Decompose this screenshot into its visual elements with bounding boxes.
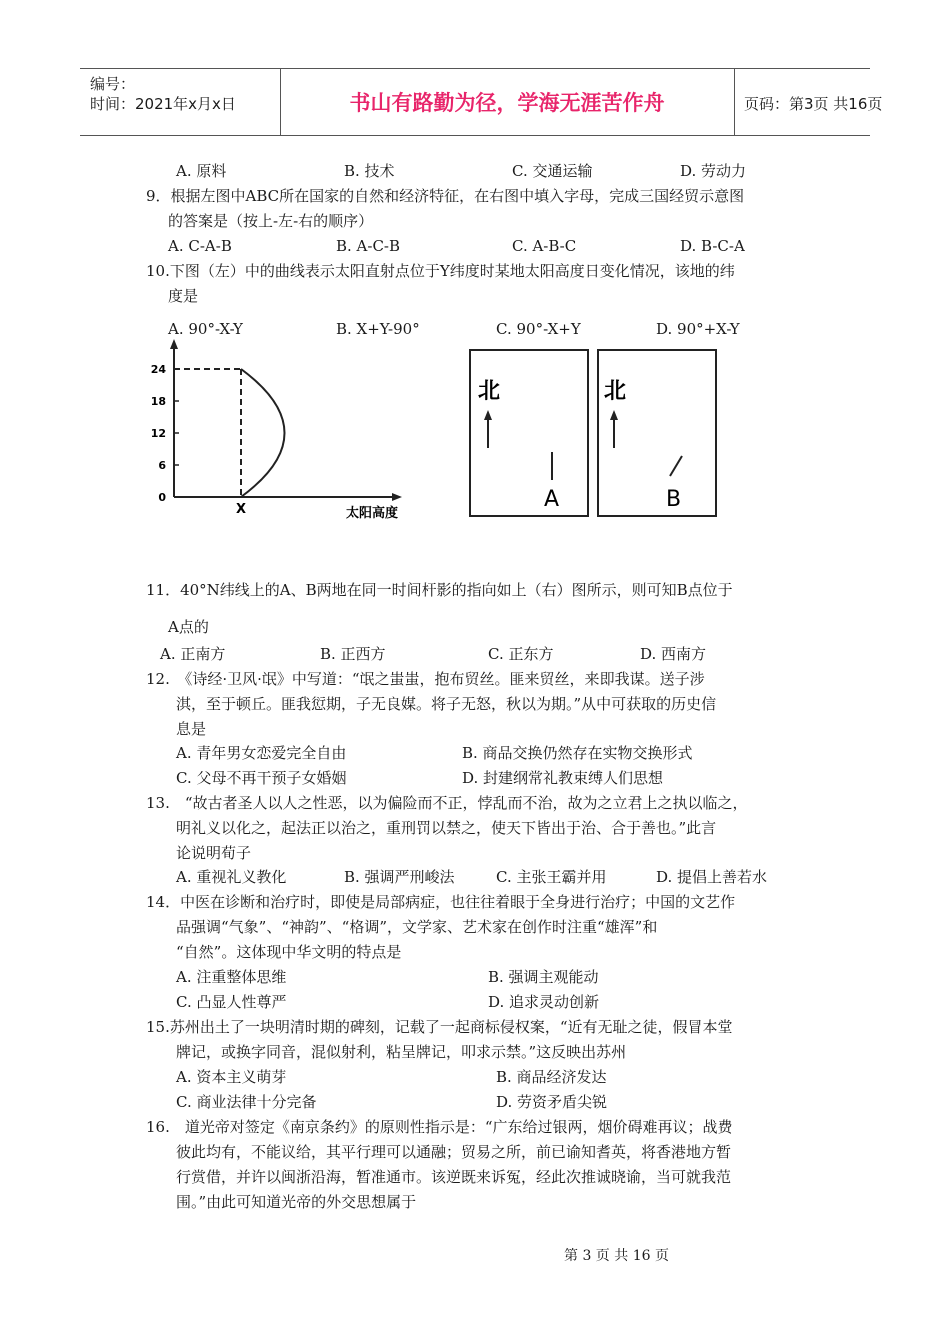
q10-option-b: B. X+Y-90°: [336, 320, 420, 338]
q14-option-a: A. 注重整体思维: [176, 968, 287, 986]
q9-option-b: B. A-C-B: [336, 237, 401, 255]
q10-line1: 10.下图（左）中的曲线表示太阳直射点位于Y纬度时某地太阳高度日变化情况，该地的纬: [146, 262, 735, 280]
y-tick-label: 6: [158, 459, 166, 472]
y-tick-label: 24: [150, 363, 166, 376]
q14-option-c: C. 凸显人性尊严: [176, 993, 287, 1011]
q11-option-d: D. 西南方: [640, 645, 707, 663]
page-header: [80, 68, 883, 136]
elevation-curve: [241, 369, 285, 497]
q12-option-a: A. 青年男女恋爱完全自由: [176, 744, 347, 762]
q14-line3: “自然”。这体现中华文明的特点是: [176, 943, 402, 961]
q15-line1: 15.苏州出土了一块明清时期的碑刻，记载了一起商标侵权案，“近有无耻之徒，假冒本堂: [146, 1018, 733, 1036]
x-marker-label: X: [235, 502, 247, 517]
q11-line2: A点的: [168, 618, 209, 636]
north-arrowhead-a: [484, 410, 492, 420]
page-footer: 第 3 页 共 16 页: [564, 1248, 669, 1264]
north-label-a: 北: [478, 379, 501, 404]
q9-option-d: D. B-C-A: [680, 237, 745, 255]
q13-option-a: A. 重视礼义教化: [176, 868, 287, 886]
q12-line2: 淇，至于顿丘。匪我愆期，子无良媒。将子无怒，秋以为期。”从中可获取的历史信: [176, 695, 717, 713]
q12-option-c: C. 父母不再干预子女婚姻: [176, 769, 347, 787]
q15-option-d: D. 劳资矛盾尖锐: [496, 1093, 608, 1111]
shadow-b: [670, 456, 682, 476]
x-axis-label: 太阳高度: [346, 506, 399, 521]
motto: 书山有路勤为径，学海无涯苦作舟: [349, 91, 665, 115]
q12-line3: 息是: [176, 720, 207, 738]
shadow-direction-figure: [468, 348, 720, 520]
code-label: 编号：: [90, 75, 136, 93]
time-label: 时间：2021年x月x日: [90, 95, 236, 113]
q13-line2: 明礼义以化之，起法正以治之，重刑罚以禁之，使天下皆出于治、合于善也。”此言: [176, 819, 717, 837]
q11-option-c: C. 正东方: [488, 645, 554, 663]
q13-option-b: B. 强调严刑峻法: [344, 868, 455, 886]
q10-line2: 度是: [168, 287, 199, 305]
panel-b-frame: [598, 350, 716, 516]
q8-option-a: A. 原料: [176, 162, 227, 180]
q13-line3: 论说明荀子: [176, 844, 252, 862]
q10-option-c: C. 90°-X+Y: [496, 320, 581, 338]
q11-line1: 11．40°N纬线上的A、B两地在同一时间杆影的指向如上（右）图所示，则可知B点位于: [146, 581, 733, 599]
q16-line3: 行赏借，并许以闽浙沿海，暂准通市。该逆既来诉冤，经此次推诚晓谕，当可就我范: [176, 1168, 732, 1186]
q14-option-b: B. 强调主观能动: [488, 968, 599, 986]
header-motto-cell: [280, 69, 735, 135]
q13-option-d: D. 提倡上善若水: [656, 868, 768, 886]
y-tick-label: 18: [150, 395, 166, 408]
q14-line1: 14．中医在诊断和治疗时，即使是局部病症，也往往着眼于全身进行治疗；中国的文艺作: [146, 893, 736, 911]
q10-option-d: D. 90°+X-Y: [656, 320, 740, 338]
q9-option-c: C. A-B-C: [512, 237, 577, 255]
y-tick-label: 12: [150, 427, 166, 440]
solar-elevation-chart: [140, 335, 430, 525]
q12-option-d: D. 封建纲常礼教束缚人们思想: [462, 769, 664, 787]
q15-line2: 牌记，或换字同音，混似射利，粘呈牌记，叩求示禁。”这反映出苏州: [176, 1043, 627, 1061]
q13-option-c: C. 主张王霸并用: [496, 868, 607, 886]
q8-option-d: D. 劳动力: [680, 162, 747, 180]
q13-line1: 13. “故古者圣人以人之性恶，以为偏险而不正，悖乱而不治，故为之立君上之执以临之，: [146, 794, 748, 812]
q9-line1: 9．根据左图中ABC所在国家的自然和经济特征，在右图中填入字母，完成三国经贸示意图: [146, 187, 745, 205]
header-meta-cell: [80, 69, 281, 135]
q8-option-b: B. 技术: [344, 162, 395, 180]
x-axis-arrow: [392, 493, 402, 501]
q9-line2: 的答案是（按上-左-右的顺序）: [168, 212, 374, 230]
header-page-cell: [734, 69, 883, 135]
y-axis-arrow: [170, 339, 178, 349]
q12-line1: 12. 《诗经·卫风·氓》中写道：“氓之蚩蚩，抱布贸丝。匪来贸丝，来即我谋。送子涉: [146, 670, 705, 688]
q11-option-a: A. 正南方: [160, 645, 226, 663]
q14-line2: 品强调“气象”、“神韵”、“格调”，文学家、艺术家在创作时注重“雄浑”和: [176, 918, 658, 936]
q9-option-a: A. C-A-B: [168, 237, 232, 255]
page-label: 页码：第3页 共16页: [744, 95, 883, 113]
q8-option-c: C. 交通运输: [512, 162, 593, 180]
q16-line1: 16. 道光帝对签定《南京条约》的原则性指示是：“广东给过银两，烟价碍难再议；战费: [146, 1118, 733, 1136]
q12-option-b: B. 商品交换仍然存在实物交换形式: [462, 744, 693, 762]
q15-option-c: C. 商业法律十分完备: [176, 1093, 317, 1111]
q11-option-b: B. 正西方: [320, 645, 386, 663]
q14-option-d: D. 追求灵动创新: [488, 993, 600, 1011]
north-label-b: 北: [604, 379, 627, 404]
q16-line2: 彼此均有，不能议给，其平行理可以通融；贸易之所，前已谕知耆英，将香港地方暂: [176, 1143, 732, 1161]
q15-option-b: B. 商品经济发达: [496, 1068, 607, 1086]
panel-b-label: B: [666, 487, 682, 512]
y-tick-label: 0: [158, 491, 166, 504]
q16-line4: 围。”由此可知道光帝的外交思想属于: [176, 1193, 417, 1211]
north-arrowhead-b: [610, 410, 618, 420]
q15-option-a: A. 资本主义萌芽: [176, 1068, 287, 1086]
panel-a-label: A: [544, 487, 560, 512]
q10-option-a: A. 90°-X-Y: [168, 320, 243, 338]
